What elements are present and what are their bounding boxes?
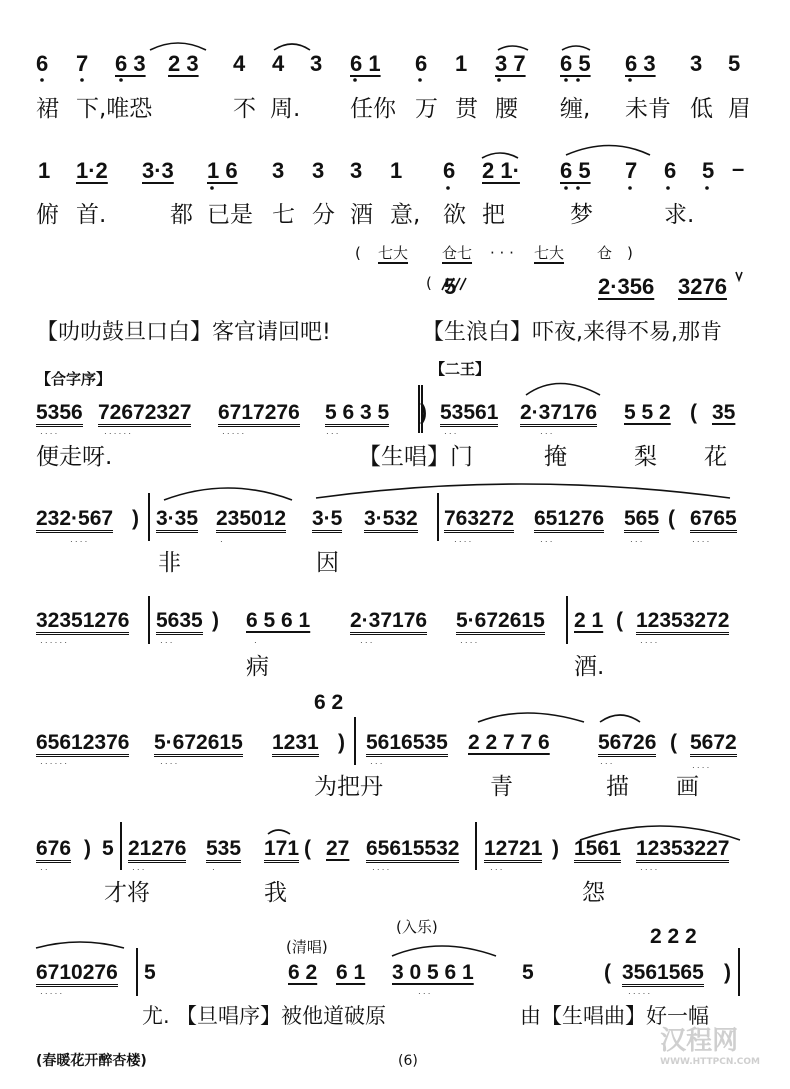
svg-text:· · · · ·: · · · · · (628, 989, 651, 998)
watermark-text: 汉程网 (660, 1026, 739, 1056)
paren: ) (420, 401, 427, 424)
note: 5635 (156, 610, 203, 635)
svg-text:·: · (220, 537, 223, 546)
note: 3561565 (622, 962, 704, 987)
note: 6 (36, 51, 49, 76)
note: 5 5 2 (624, 401, 671, 424)
note: 2 1· (482, 158, 520, 183)
note: 651276 (534, 508, 604, 533)
svg-text:· · ·: · · · (490, 865, 503, 874)
note: 5 (444, 274, 457, 299)
paren: ( (604, 961, 611, 984)
section-label: 【合字序】 (36, 370, 112, 388)
note: 5 (102, 837, 114, 860)
lyric: 【旦唱序】被他道破原 (176, 1004, 386, 1028)
note: 7 (625, 158, 638, 183)
lyric: 酒 (350, 202, 373, 228)
percussion-syllable: 仓七 (442, 244, 473, 262)
note: 2 3 (168, 51, 199, 76)
note: 3·3 (142, 158, 174, 183)
lyric: 画 (676, 774, 699, 800)
percussion-syllable: 仓 (597, 244, 613, 262)
lyric: 都 (170, 202, 193, 228)
note: 3 (350, 158, 363, 183)
lyric: 缠, (560, 96, 591, 122)
note: 3 (310, 51, 323, 76)
svg-text:· · ·: · · · (418, 989, 431, 998)
svg-text:· · · · ·: · · · · · (222, 429, 245, 438)
svg-text:· · ·: · · · (444, 429, 457, 438)
paren: ) (212, 609, 219, 632)
lyric: 怨 (582, 880, 605, 906)
note: 35 (712, 401, 736, 424)
note: 2·37176 (350, 610, 427, 635)
percussion-syllable: 七大 (534, 244, 565, 262)
lyric: 分 (312, 202, 335, 228)
svg-text:· · ·: · · · (160, 638, 173, 647)
svg-text:· · ·: · · · (540, 429, 553, 438)
note: 32351276 (36, 610, 129, 635)
lyric: 便走呀. (36, 444, 113, 470)
svg-text:· · · ·: · · · · (40, 429, 58, 438)
lyric: 欲 (443, 202, 466, 228)
note: 56726 (598, 732, 656, 757)
note: 3·35 (156, 508, 198, 533)
note: 763272 (444, 508, 514, 533)
paren: ) (627, 244, 633, 262)
paren: ) (724, 961, 731, 984)
lyric: 非 (158, 550, 181, 576)
lyric: 万 (415, 96, 438, 122)
lyric: 因 (316, 550, 339, 576)
lyric: 不 (233, 96, 256, 122)
note: 3 (312, 158, 325, 183)
lyric: 俯 (36, 202, 59, 228)
lyric: 由【生唱曲】好一幅 (520, 1004, 709, 1028)
lyric: 描 (606, 774, 629, 800)
svg-text:· · · ·: · · · · (640, 865, 658, 874)
note: 3 (690, 51, 703, 76)
dialogue-line: 【叻叻鼓旦口白】客官请回吧! (36, 320, 331, 345)
lyric: 梦 (570, 202, 593, 228)
svg-text:· · · · · ·: · · · · · · (104, 429, 132, 438)
note: 232·567 (36, 508, 113, 533)
note: 12353227 (636, 838, 729, 863)
svg-text:·: · (212, 865, 215, 874)
svg-text:· · · · · ·: · · · · · · (40, 759, 68, 768)
note: 65615532 (366, 838, 459, 863)
note: 535 (206, 838, 241, 863)
note: 1 6 (207, 158, 238, 183)
note: 6 1 (336, 961, 366, 984)
lyric: 下,唯恐 (76, 96, 153, 122)
lyric: 酒. (574, 654, 605, 680)
note: 1561 (574, 838, 621, 863)
note: 5 (144, 961, 156, 984)
note: 5 6 3 5 (325, 402, 389, 427)
note: 3·532 (364, 508, 418, 533)
note: 6 (415, 51, 428, 76)
lyric: 裙 (36, 96, 59, 122)
svg-text:· · ·: · · · (370, 759, 383, 768)
note: 6765 (690, 508, 737, 533)
lyric: 求. (664, 202, 695, 228)
paren: ( (355, 244, 361, 262)
note: 1 (38, 158, 51, 183)
paren: ( (668, 507, 675, 530)
lyric: 未肯 (625, 96, 671, 122)
note: 5356 (36, 402, 83, 427)
dialogue-line: 【生浪白】吓夜,来得不易,那肯 (422, 320, 722, 345)
paren: ) (84, 837, 91, 860)
note: 72672327 (98, 402, 191, 427)
note: 3 (272, 158, 285, 183)
svg-text:· ·: · · (40, 865, 48, 874)
paren: ( (690, 401, 697, 424)
note: 3 7 (495, 51, 526, 76)
svg-text:· · ·: · · · (600, 759, 613, 768)
paren: ) (338, 731, 345, 754)
svg-text:· · · ·: · · · · (160, 759, 178, 768)
lyric: 意, (390, 202, 421, 228)
paren: ) (552, 837, 559, 860)
performance-note: (入乐) (396, 918, 438, 936)
note: 5 (728, 51, 741, 76)
note: 7 (76, 51, 89, 76)
note: 2·356 (598, 274, 655, 299)
note: 12721 (484, 838, 542, 863)
svg-text:· · · ·: · · · · (692, 537, 710, 546)
lyric: 任你 (350, 96, 396, 122)
svg-text:· · · ·: · · · · (692, 763, 710, 772)
svg-text:· · · · · ·: · · · · · · (40, 638, 68, 647)
note: 6 3 (625, 51, 656, 76)
note: 1 (390, 158, 403, 183)
note: 6717276 (218, 402, 300, 427)
lyric: 七 (272, 202, 295, 228)
note: 6 2 (314, 691, 344, 714)
note: 5·672615 (456, 610, 545, 635)
note: 6 2 (288, 961, 318, 984)
note: 3276 (678, 274, 727, 299)
paren: ( (426, 274, 432, 292)
note: 1·2 (76, 158, 108, 183)
note: 3·5 (312, 508, 342, 533)
lyric: 梨 (634, 444, 657, 470)
note: 235012 (216, 508, 286, 533)
note: 6 5 (560, 158, 591, 183)
page-number: (6) (398, 1053, 418, 1069)
note: 5 (522, 961, 534, 984)
note: 1231 (272, 732, 319, 757)
note: 4 (272, 51, 285, 76)
lyric: 掩 (544, 444, 567, 470)
svg-text:· · ·: · · · (132, 865, 145, 874)
note: 565 (624, 508, 659, 533)
note: 4 (233, 51, 246, 76)
note: 65612376 (36, 732, 129, 757)
note: 21276 (128, 838, 186, 863)
lyric: 腰 (495, 96, 518, 122)
lyric: 为把丹 (314, 774, 383, 800)
svg-text:· · · ·: · · · · (460, 638, 478, 647)
note: 2 1 (574, 609, 604, 632)
svg-text:· · · ·: · · · · (640, 638, 658, 647)
lyric: 我 (264, 880, 287, 906)
svg-text:· · ·: · · · (326, 429, 339, 438)
percussion-syllable: 七大 (378, 244, 409, 262)
paren: ) (132, 507, 139, 530)
note: 12353272 (636, 610, 729, 635)
lyric: 已是 (207, 202, 253, 228)
lyric: 病 (246, 654, 269, 680)
watermark-logo (660, 1020, 760, 1067)
note: 6 3 (115, 51, 146, 76)
note: 6 1 (350, 51, 381, 76)
paren: ( (616, 609, 623, 632)
svg-text:· · ·: · · · (630, 537, 643, 546)
svg-text:· · · ·: · · · · (70, 537, 88, 546)
note: – (732, 156, 745, 181)
section-label: 【二王】 (430, 360, 491, 378)
note: 2 2 7 7 6 (468, 731, 550, 754)
percussion-syllable: · · · (490, 244, 514, 262)
note: 3 0 5 6 1 (392, 961, 474, 984)
watermark-url: WWW.HTTPCN.COM (660, 1057, 760, 1067)
svg-text:· · ·: · · · (360, 638, 373, 647)
note: 6 5 6 1 (246, 609, 311, 632)
note: 6 (664, 158, 677, 183)
paren: ( (670, 731, 677, 754)
lyric: 把 (482, 202, 505, 228)
note: 676 (36, 838, 71, 863)
lyric: 尤. (142, 1004, 170, 1028)
svg-text:· · · · ·: · · · · · (40, 989, 63, 998)
note: 6 5 (560, 51, 591, 76)
note: 6710276 (36, 962, 118, 987)
lyric: 低 (690, 96, 713, 122)
note: 27 (326, 837, 350, 860)
performance-note: (清唱) (286, 938, 328, 956)
note: 53561 (440, 402, 498, 427)
note: 5·672615 (154, 732, 243, 757)
svg-text:·: · (254, 638, 257, 647)
svg-text:· · ·: · · · (540, 537, 553, 546)
note: 2 2 2 (650, 925, 697, 948)
note: 1 (455, 51, 468, 76)
note: 2·37176 (520, 402, 597, 427)
note: 5616535 (366, 732, 448, 757)
note: 5672 (690, 732, 737, 757)
lyric: 【生唱】门 (358, 444, 473, 470)
lyric: 首. (76, 202, 107, 228)
lyric: 周. (270, 96, 301, 122)
paren: ( (304, 837, 311, 860)
lyric: 眉 (728, 96, 751, 122)
svg-text:· · · ·: · · · · (454, 537, 472, 546)
svg-text:· · · ·: · · · · (372, 865, 390, 874)
lyric: 花 (704, 444, 727, 470)
note: 5 (702, 158, 715, 183)
note: 6 (443, 158, 456, 183)
note: 171 (264, 838, 299, 863)
source-title: (春暖花开醉杏楼) (36, 1053, 147, 1069)
lyric: 贯 (455, 96, 478, 122)
lyric: 才将 (104, 880, 150, 906)
lyric: 青 (490, 774, 513, 800)
